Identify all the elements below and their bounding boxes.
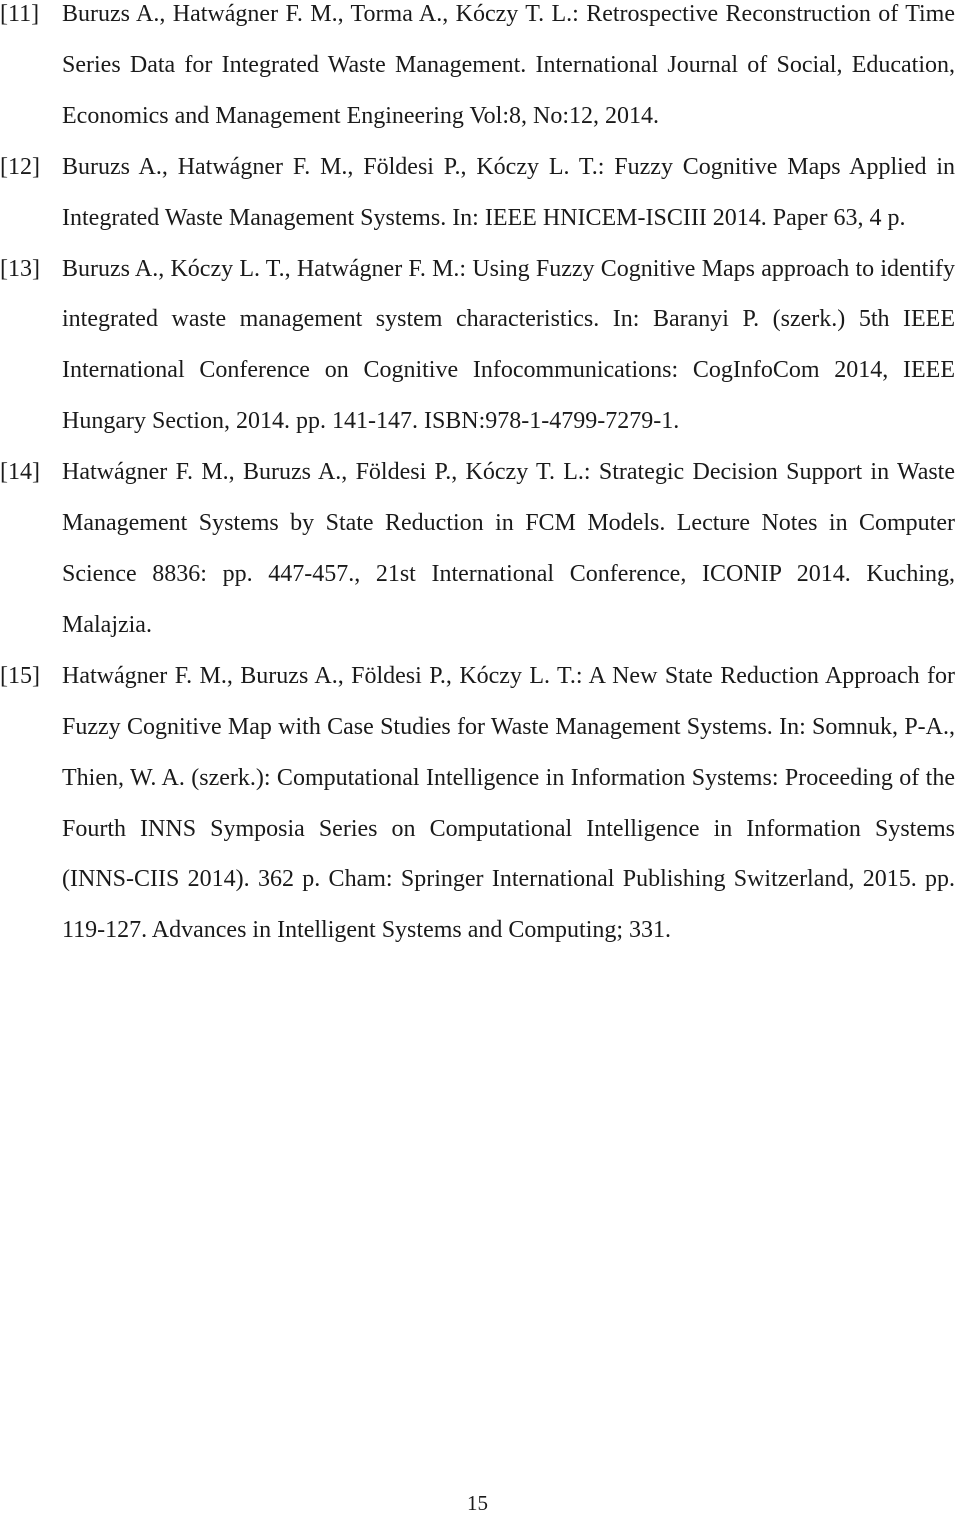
reference-text: Buruzs A., Hatwágner F. M., Földesi P., Kóczy L. T.: Fuzzy Cognitive Maps Applied in Integrated Waste Management Systems. In: IEEE HNICEM-ISCIII 2014. Paper 63, 4 p. [62, 153, 955, 231]
reference-text: Hatwágner F. M., Buruzs A., Földesi P., Kóczy T. L.: Strategic Decision Support in Waste Management Systems by State Reduction in FCM Models. Lecture Notes in Computer Science 8836: pp. 447-457., 21st International Conference, ICONIP 2014. Kuching, Malajzia. [62, 459, 955, 638]
reference-item-11 [0, 0, 955, 142]
reference-number: [12] [0, 153, 40, 180]
reference-item-12 [0, 142, 955, 244]
reference-item-13 [0, 244, 955, 448]
reference-number: [14] [0, 459, 40, 486]
reference-text: Buruzs A., Hatwágner F. M., Torma A., Kóczy T. L.: Retrospective Reconstruction of Time Series Data for Integrated Waste Management. International Journal of Social, Education, Economics and Management Engineering Vol:8, No:12, 2014. [62, 1, 955, 129]
reference-number: [13] [0, 255, 40, 282]
reference-text: Buruzs A., Kóczy L. T., Hatwágner F. M.: Using Fuzzy Cognitive Maps approach to identify integrated waste management system characteristics. In: Baranyi P. (szerk.) 5th IEEE International Conference on Cognitive Infocommunications: CogInfoCom 2014, IEEE Hungary Section, 2014. pp. 141-147. ISBN:978-1-4799-7279-1. [62, 255, 955, 435]
page-number: 15 [467, 1491, 488, 1515]
reference-number: [11] [0, 1, 40, 27]
reference-number: [15] [0, 662, 40, 689]
reference-text: Hatwágner F. M., Buruzs A., Földesi P., Kóczy L. T.: A New State Reduction Approach for Fuzzy Cognitive Map with Case Studies for Waste Management Systems. In: Somnuk, P-A., Thien, W. A. (szerk.): Computational Intelligence in Information Systems: Proceeding of the Fourth INNS Symposia Series on Computational Intelligence in Information Systems (INNS-CIIS 2014). 362 p. Cham: Springer International Publishing Switzerland, 2015. pp. 119-127. Advances in Intelligent Systems and Computing; 331. [62, 662, 955, 944]
reference-item-14 [0, 447, 955, 651]
reference-item-15 [0, 651, 955, 956]
